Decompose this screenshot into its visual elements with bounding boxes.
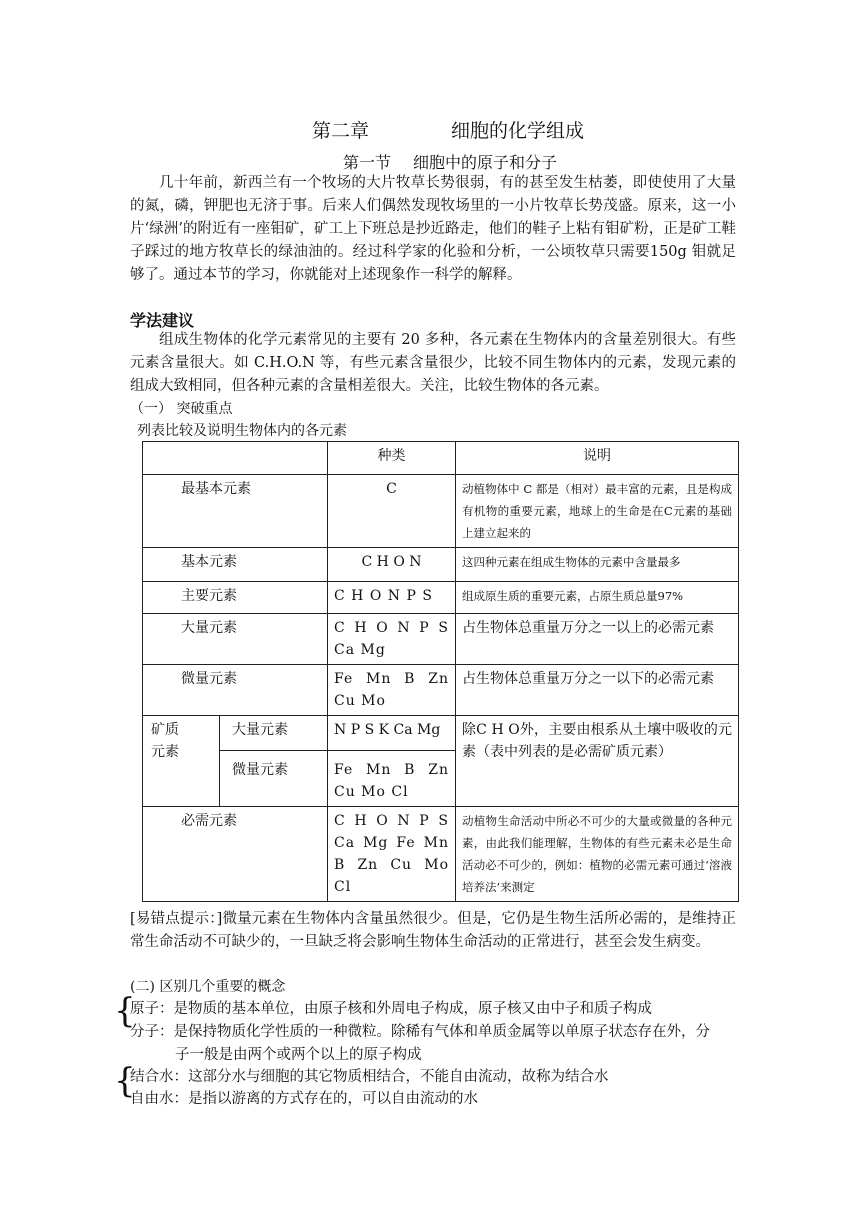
table-row	[143, 665, 739, 716]
row-kind: C	[328, 475, 456, 548]
mineral-group	[143, 716, 220, 807]
bound-water-definition: 结合水：这部分水与细胞的其它物质相结合，不能自由流动，故称为结合水	[130, 1069, 609, 1085]
free-water-definition: 自由水：是指以游离的方式存在的，可以自由流动的水	[130, 1091, 478, 1107]
brace-icon: {	[114, 1061, 136, 1101]
chapter-name: 细胞的化学组成	[451, 120, 585, 142]
study-paragraph: 组成生物体的化学元素常见的主要有 20 多种，各元素在生物体内的含量差别很大。有些元素含量很大。如 C.H.O.N 等，有些元素含量很少，比较不同生物体内的元素，发现元素的组成大致相同，但各种元素的含量相差很大。关注，比较生物体的各元素。	[130, 332, 736, 394]
table-row	[143, 716, 739, 751]
chapter-title	[312, 116, 584, 143]
table-caption: 列表比较及说明生物体内的各元素	[137, 423, 347, 439]
brace-icon: {	[114, 991, 136, 1031]
row-note: 动植物生命活动中所必不可少的大量或微量的各种元素，由此我们能理解，生物体的有些元素未必是生命活动必不可少的，例如：植物的必需元素可通过‘溶液培养法’来测定	[456, 807, 739, 902]
section-title	[343, 150, 557, 173]
row-kind: C H O N	[328, 548, 456, 582]
row-kind: C H O N P S Ca Mg	[328, 614, 456, 665]
study-heading: 学法建议	[130, 311, 195, 330]
elements-table	[142, 441, 739, 902]
mineral-micro-name: 微量元素	[220, 751, 328, 807]
table-header-row	[143, 442, 739, 475]
intro-paragraph: 几十年前，新西兰有一个牧场的大片牧草长势很弱，有的甚至发生枯萎，即使使用了大量的氮，磷，钾肥也无济于事。后来人们偶然发现牧场里的一小片牧草长势茂盛。原来，这一小片‘绿洲’的附近有一座钼矿，矿工上下班总是抄近路走，他们的鞋子上粘有钼矿粉，正是矿工鞋子踩过的地方牧草长的绿油油的。经过科学家的化验和分析，一公顷牧草只需要150g 钼就足够了。通过本节的学习，你就能对上述现象作一科学的解释。	[130, 175, 736, 283]
mineral-micro-kind: Fe Mn B Zn Cu Mo Cl	[328, 751, 456, 807]
row-name: 必需元素	[143, 807, 328, 902]
row-name: 微量元素	[143, 665, 328, 716]
row-name: 主要元素	[143, 582, 328, 614]
mineral-macro-name: 大量元素	[220, 716, 328, 751]
part2-label: (二) 区别几个重要的概念	[130, 979, 286, 995]
header-empty-cell	[143, 442, 328, 475]
molecule-definition-continued: 子一般是由两个或两个以上的原子构成	[175, 1047, 422, 1063]
row-name: 最基本元素	[143, 475, 328, 548]
mineral-macro-kind: N P S K Ca Mg	[328, 716, 456, 751]
atom-definition: 原子：是物质的基本单位，由原子核和外周电子构成，原子核又由中子和质子构成	[130, 1001, 652, 1017]
table-row	[143, 475, 739, 548]
row-note: 动植物体中 C 都是（相对）最丰富的元素，且是构成有机物的重要元素，地球上的生命是在C元素的基础上建立起来的	[456, 475, 739, 548]
row-note: 占生物体总重量万分之一以下的必需元素	[456, 665, 739, 716]
row-name: 大量元素	[143, 614, 328, 665]
part1-label: （一） 突破重点	[130, 401, 233, 417]
row-kind: Fe Mn B Zn Cu Mo	[328, 665, 456, 716]
table-row	[143, 582, 739, 614]
row-kind: C H O N P S	[328, 582, 456, 614]
table-row	[143, 548, 739, 582]
row-kind: C H O N P S Ca Mg Fe Mn B Zn Cu Mo Cl	[328, 807, 456, 902]
table-row	[143, 614, 739, 665]
section-label: 第一节	[343, 153, 392, 172]
table-row	[143, 807, 739, 902]
row-name: 基本元素	[143, 548, 328, 582]
row-note: 组成原生质的重要元素，占原生质总量97%	[456, 582, 739, 614]
header-kind: 种类	[328, 442, 456, 475]
tip-paragraph: [易错点提示：]微量元素在生物体内含量虽然很少。但是，它仍是生物生活所必需的，是维持正常生命活动不可缺少的，一旦缺乏将会影响生物体生命活动的正常进行，甚至会发生病变。	[130, 911, 736, 950]
section-name: 细胞中的原子和分子	[413, 153, 558, 172]
mineral-note: 除C H O外，主要由根系从土壤中吸收的元素（表中列表的是必需矿质元素）	[456, 716, 739, 807]
header-note: 说明	[456, 442, 739, 475]
chapter-label: 第二章	[312, 120, 370, 142]
row-note: 这四种元素在组成生物体的元素中含量最多	[456, 548, 739, 582]
mineral-group-label: 矿质元素	[151, 722, 179, 760]
row-note: 占生物体总重量万分之一以上的必需元素	[456, 614, 739, 665]
molecule-definition: 分子：是保持物质化学性质的一种微粒。除稀有气体和单质金属等以单原子状态存在外，分	[130, 1024, 710, 1040]
